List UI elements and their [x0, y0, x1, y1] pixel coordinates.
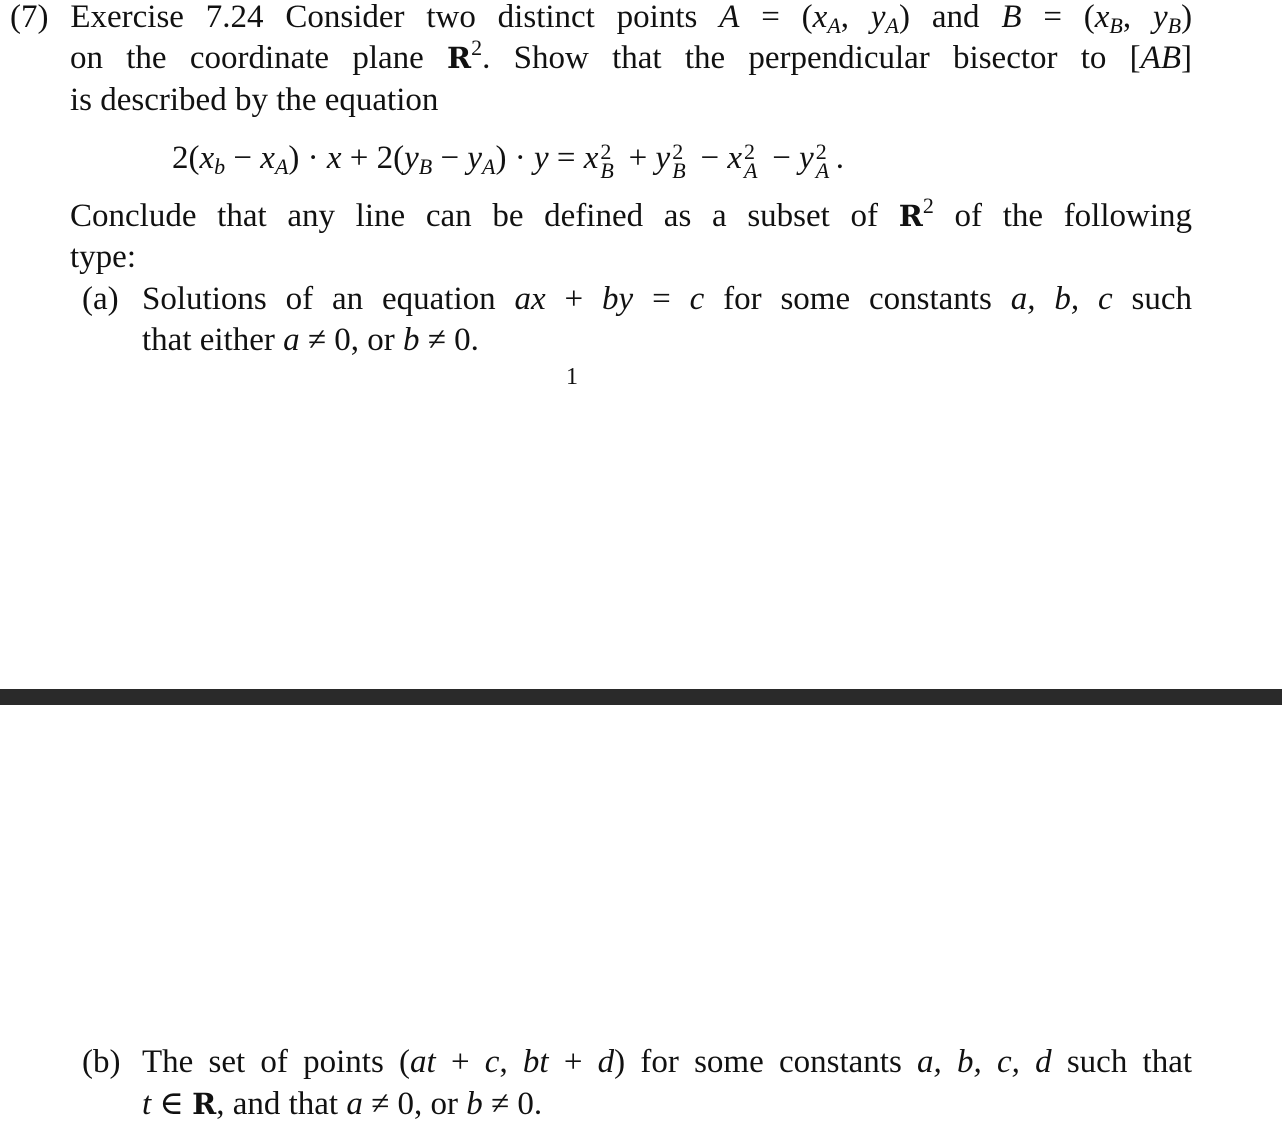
item-a-line-1 — [142, 279, 1192, 320]
item-b-line-2 — [142, 1084, 542, 1125]
item-b-line2-a: , and that — [216, 1086, 339, 1122]
item-b-text-1: The set of points — [142, 1044, 384, 1080]
conclude-text-b: of the following — [954, 198, 1193, 234]
problem-line-3: is described by the equation — [70, 82, 439, 118]
constants-abcd: a, b, c, d — [917, 1044, 1052, 1080]
item-a-line-2 — [142, 320, 479, 361]
exercise-label: Exercise 7.24 — [70, 0, 264, 35]
page-number: 1 — [566, 364, 578, 390]
item-a-text-3: such — [1131, 281, 1193, 317]
intro-text: Consider two distinct points — [285, 0, 698, 35]
page-divider — [0, 689, 1282, 705]
parametric-point: (at + c, bt + d) — [399, 1044, 626, 1080]
conclude-text-a: Conclude that any line can be defined as a subset of — [70, 198, 878, 234]
linear-equation: ax + by = c — [514, 281, 705, 317]
item-b-text-3: such that — [1066, 1044, 1193, 1080]
problem-line-2 — [70, 35, 1192, 79]
condition-a: a ≠ 0 — [283, 322, 351, 358]
item-b-label: (b) — [82, 1044, 121, 1080]
problem-number: (7) — [10, 0, 49, 35]
item-a-line2-a: that either — [142, 322, 275, 358]
r2-symbol-2: $R^2$ — [898, 193, 934, 233]
point-b-formula: $B = (x_B$, $y_B$) — [1001, 0, 1193, 38]
item-b-line-1 — [142, 1042, 1192, 1083]
item-a-text-2: for some constants — [723, 281, 992, 317]
item-a-line2-b: , or — [350, 322, 395, 358]
r2-symbol: $R^2$ — [447, 35, 483, 75]
constants-abc: a, b, c — [1010, 281, 1113, 317]
item-a-text-1: Solutions of an equation — [142, 281, 496, 317]
and-word: and — [931, 0, 980, 35]
item-b-text-2: for some constants — [640, 1044, 902, 1080]
condition-b-b: b ≠ 0. — [466, 1086, 543, 1122]
conclude-line — [70, 193, 1193, 237]
line2-text-b: . Show that the perpendicular bisector to — [482, 40, 1107, 76]
t-in-r: t ∈ R — [142, 1086, 217, 1122]
bisector-equation: $2(x_b - x_A) \cdot x + 2(y_B - y_A) \cdot y = x$ 2 B + y 2 B − x 2 A − y 2 A . — [172, 139, 844, 183]
condition-a-b: a ≠ 0 — [346, 1086, 414, 1122]
problem-line-1 — [10, 0, 1192, 38]
segment-ab: [AB] — [1129, 40, 1192, 76]
condition-b: b ≠ 0. — [402, 322, 479, 358]
line2-text-a: on the coordinate plane — [70, 40, 424, 76]
type-line: type: — [70, 239, 136, 275]
item-b-line2-b: , or — [413, 1086, 458, 1122]
point-a-formula: $A = (x_A$, $y_A$) — [719, 0, 910, 38]
item-a-label: (a) — [82, 281, 119, 317]
